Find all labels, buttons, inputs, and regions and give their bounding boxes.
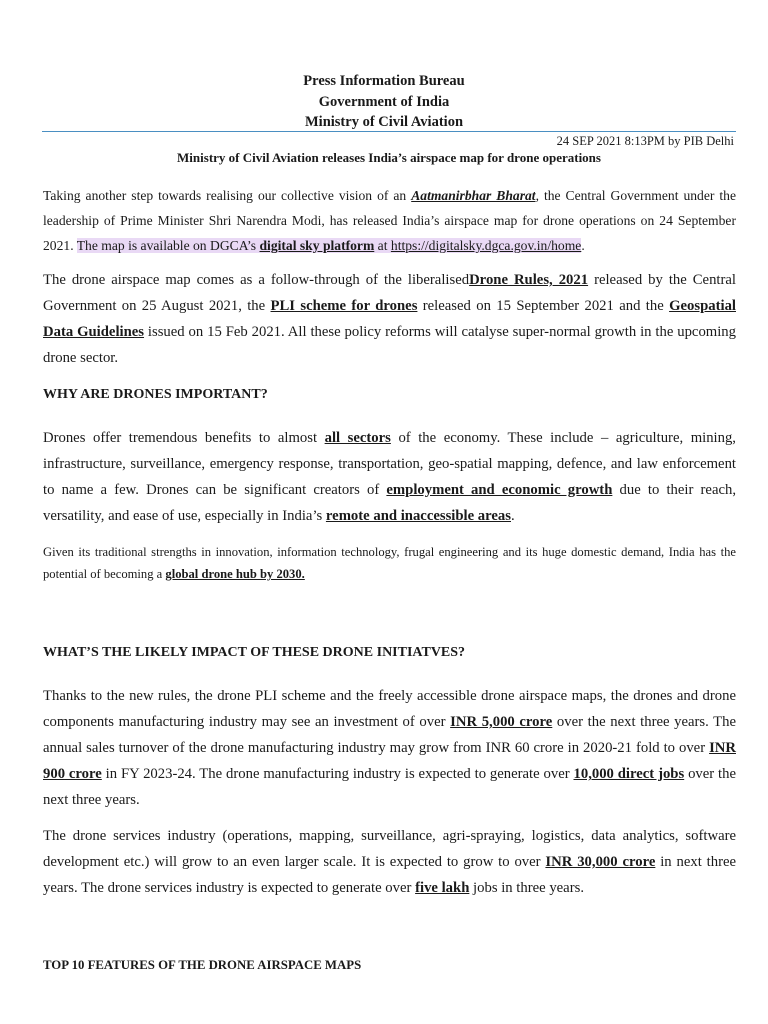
highlighted-sentence — [76, 238, 585, 253]
header-ministry: Ministry of Civil Aviation — [304, 114, 464, 130]
header-government: Government of India — [318, 94, 450, 110]
digital-sky-platform-link[interactable]: digital sky platform — [259, 238, 375, 253]
text: . — [581, 238, 585, 253]
text: of the economy. These include – agriculture, mining, infrastructure, surveillance, emergency response, transportation, geo-spatial mapping, defence, and law enforcement to name a few. Drones can be significant creators of — [43, 430, 736, 498]
digitalsky-url-link[interactable]: https://digitalsky.dgca.gov.in/home — [390, 238, 582, 253]
text: issued on 15 Feb 2021. All these policy reforms will catalyse super-normal growth in the upcoming drone sector. — [43, 324, 736, 366]
geospatial-guidelines-link[interactable]: Geospatial Data Guidelines — [43, 298, 736, 340]
paragraph-intro — [43, 183, 736, 258]
heading-top-features: TOP 10 FEATURES OF THE DRONE AIRSPACE MAPS — [43, 958, 362, 972]
text: in next three years. The drone services industry is expected to generate over — [43, 854, 736, 896]
paragraph-services — [43, 823, 736, 901]
release-title: Ministry of Civil Aviation releases India’s airspace map for drone operations — [177, 150, 601, 165]
text: The drone services industry (operations, mapping, surveillance, agri-spraying, logistics, data analytics, software development etc.) will grow to an even larger scale. It is expected to grow to over — [43, 828, 736, 870]
text: in FY 2023-24. The drone manufacturing industry is expected to generate over — [101, 766, 574, 782]
header-divider — [42, 131, 736, 132]
dateline: 24 SEP 2021 8:13PM by PIB Delhi — [556, 134, 734, 148]
paragraph-drone-hub — [43, 541, 736, 585]
paragraph-benefits — [43, 425, 736, 529]
heading-impact: WHAT’S THE LIKELY IMPACT OF THESE DRONE INITIATVES? — [43, 645, 466, 660]
text: Drones offer tremendous benefits to almost — [43, 430, 325, 446]
header-bureau: Press Information Bureau — [303, 73, 465, 89]
drone-rules-link[interactable]: Drone Rules, 2021 — [469, 272, 589, 288]
direct-jobs-link[interactable]: 10,000 direct jobs — [573, 766, 685, 782]
text: due to their reach, versatility, and ease of use, especially in India’s — [43, 482, 736, 524]
text: Thanks to the new rules, the drone PLI scheme and the freely accessible drone airspace maps, the drones and drone components manufacturing industry may see an investment of over — [43, 688, 736, 730]
pli-scheme-link[interactable]: PLI scheme for drones — [270, 298, 418, 314]
heading-why-drones: WHY ARE DRONES IMPORTANT? — [43, 387, 268, 402]
inr-30000-crore-link[interactable]: INR 30,000 crore — [545, 854, 656, 870]
remote-areas-link[interactable]: remote and inaccessible areas — [325, 508, 511, 524]
text: over the next three years. The annual sales turnover of the drone manufacturing industry may grow from INR 60 crore in 2020-21 fold to over — [43, 714, 737, 756]
text: at — [374, 238, 391, 253]
paragraph-manufacturing — [43, 683, 736, 813]
five-lakh-link[interactable]: five lakh — [415, 880, 470, 896]
text: , the Central Government under the leadership of Prime Minister Shri Narendra Modi, has released India’s airspace map for drone operations on 24 September 2021. — [43, 188, 736, 253]
text: jobs in three years. — [469, 880, 584, 896]
text: released on 15 September 2021 and the — [417, 298, 670, 314]
all-sectors-link[interactable]: all sectors — [324, 430, 391, 446]
inr-5000-crore-link[interactable]: INR 5,000 crore — [450, 714, 553, 730]
inr-900-crore-link[interactable]: INR 900 crore — [43, 740, 736, 782]
text: released by the Central Government on 25 August 2021, the — [43, 272, 736, 314]
text: Taking another step towards realising our collective vision of an — [43, 188, 412, 203]
text: . — [511, 508, 515, 524]
text: The drone airspace map comes as a follow-through of the liberalised — [43, 272, 470, 288]
employment-growth-link[interactable]: employment and economic growth — [386, 482, 613, 498]
global-drone-hub-link[interactable]: global drone hub by 2030. — [165, 567, 305, 581]
text: The map is available on DGCA’s — [76, 238, 260, 253]
text: Given its traditional strengths in innovation, information technology, frugal engineering and its huge domestic demand, India has the potential of becoming a — [43, 545, 736, 581]
aatmanirbhar-bharat-link[interactable]: Aatmanirbhar Bharat — [411, 188, 536, 203]
text: over the next three years. — [43, 766, 736, 808]
paragraph-policy — [43, 267, 736, 371]
